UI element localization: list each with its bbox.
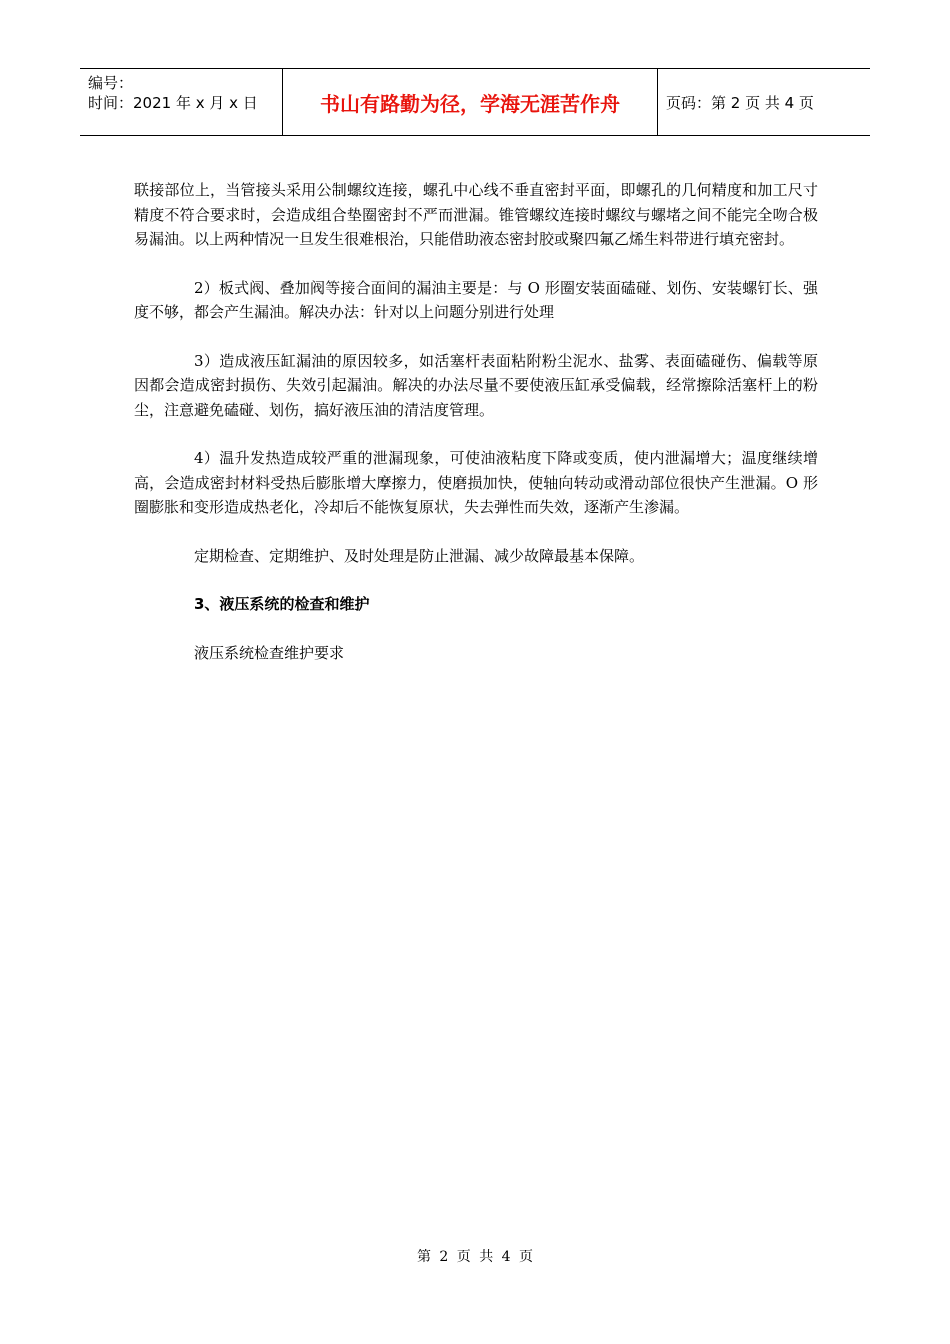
document-body (134, 178, 818, 689)
paragraph-continuation: 联接部位上，当管接头采用公制螺纹连接，螺孔中心线不垂直密封平面，即螺孔的几何精度和加工尺寸精度不符合要求时，会造成组合垫圈密封不严而泄漏。锥管螺纹连接时螺纹与螺堵之间不能完全吻合极易漏油。以上两种情况一旦发生很难根治，只能借助液态密封胶或聚四氟乙烯生料带进行填充密封。 (134, 181, 818, 248)
paragraph-item-4: 4）温升发热造成较严重的泄漏现象，可使油液粘度下降或变质，使内泄漏增大；温度继续增高，会造成密封材料受热后膨胀增大摩擦力，使磨损加快，使轴向转动或滑动部位很快产生泄漏。O 形圈膨胀和变形造成热老化，冷却后不能恢复原状，失去弹性而失效，逐渐产生渗漏。 (134, 449, 818, 516)
header-page-info: 页码：第 2 页 共 4 页 (666, 93, 814, 112)
section-heading: 3、液压系统的检查和维护 (194, 595, 370, 613)
paragraph-item-2: 2）板式阀、叠加阀等接合面间的漏油主要是：与 O 形圈安装面磕碰、划伤、安装螺钉长、强度不够，都会产生漏油。解决办法：针对以上问题分别进行处理 (134, 278, 818, 321)
paragraph-summary: 定期检查、定期维护、及时处理是防止泄漏、减少故障最基本保障。 (194, 546, 645, 565)
document-number-label: 编号： (88, 74, 134, 92)
page-header (80, 68, 870, 136)
paragraph-item-3: 3）造成液压缸漏油的原因较多，如活塞杆表面粘附粉尘泥水、盐雾、表面磕碰伤、偏载等原因都会造成密封损伤、失效引起漏油。解决的办法尽量不要使液压缸承受偏载，经常擦除活塞杆上的粉尘，注意避免磕碰、划伤，搞好液压油的清洁度管理。 (134, 351, 818, 419)
document-date: 时间：2021 年 x 月 x 日 (88, 94, 258, 112)
page-footer: 第 2 页 共 4 页 (416, 1249, 534, 1265)
header-motto: 书山有路勤为径，学海无涯苦作舟 (282, 69, 658, 135)
paragraph-subheading: 液压系统检查维护要求 (194, 643, 345, 662)
header-meta (80, 69, 282, 135)
